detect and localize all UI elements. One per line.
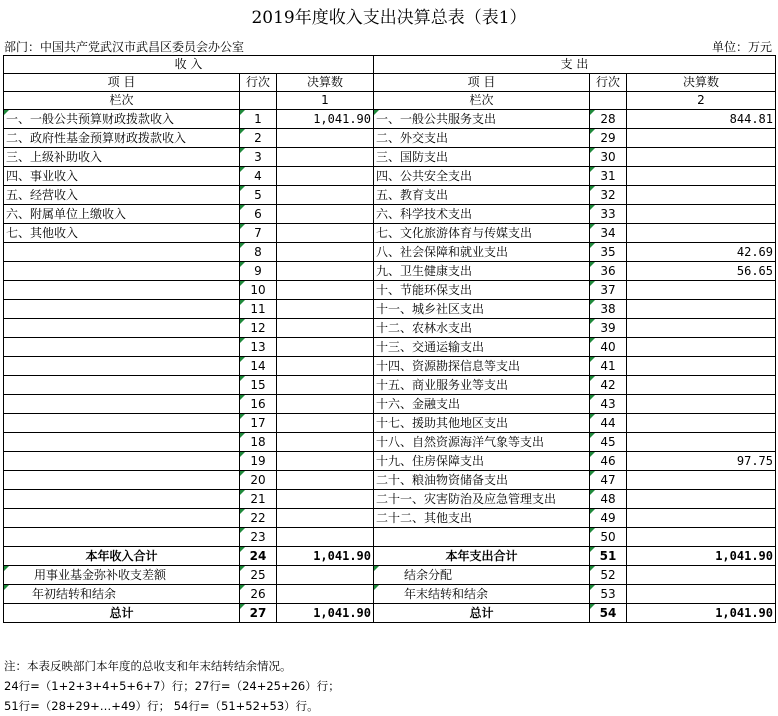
expense-rowno-cell: 45 — [590, 433, 627, 452]
expense-rowno-cell: 53 — [590, 585, 627, 604]
expense-amount-cell — [627, 319, 776, 338]
income-amount-cell — [277, 262, 374, 281]
income-item-cell: 六、附属单位上缴收入 — [4, 205, 240, 224]
income-item-cell — [4, 414, 240, 433]
expense-item-header: 项 目 — [374, 74, 590, 92]
expense-rowno-cell: 41 — [590, 357, 627, 376]
income-amount-cell — [277, 281, 374, 300]
expense-amount-cell — [627, 129, 776, 148]
table-row — [4, 490, 776, 509]
income-item-cell — [4, 433, 240, 452]
expense-item-cell: 十九、住房保障支出 — [374, 452, 590, 471]
expense-rowno-cell: 32 — [590, 186, 627, 205]
expense-item-cell: 四、公共安全支出 — [374, 167, 590, 186]
expense-item-cell: 十六、金融支出 — [374, 395, 590, 414]
income-item-cell — [4, 528, 240, 547]
expense-amount-cell — [627, 395, 776, 414]
income-rowno-cell: 7 — [240, 224, 277, 243]
table-row — [4, 129, 776, 148]
income-rowno-cell: 8 — [240, 243, 277, 262]
income-rowno-cell: 11 — [240, 300, 277, 319]
expense-item-cell: 十、节能环保支出 — [374, 281, 590, 300]
income-item-cell: 年初结转和结余 — [4, 585, 240, 604]
expense-amount-cell: 42.69 — [627, 243, 776, 262]
income-item-cell — [4, 509, 240, 528]
income-rowno-cell: 3 — [240, 148, 277, 167]
income-amount-cell: 1,041.90 — [277, 110, 374, 129]
expense-item-cell: 十二、农林水支出 — [374, 319, 590, 338]
expense-rowno-cell: 36 — [590, 262, 627, 281]
note-line: 51行=（28+29+…+49）行； 54行=（51+52+53）行。 — [4, 699, 319, 713]
income-item-cell — [4, 490, 240, 509]
income-item-cell: 七、其他收入 — [4, 224, 240, 243]
income-amount-cell — [277, 414, 374, 433]
income-amount-cell — [277, 186, 374, 205]
table-row — [4, 186, 776, 205]
income-amount-cell — [277, 357, 374, 376]
income-amount-cell — [277, 243, 374, 262]
income-item-cell — [4, 262, 240, 281]
expense-item-cell: 十四、资源勘探信息等支出 — [374, 357, 590, 376]
income-rowno-cell: 6 — [240, 205, 277, 224]
expense-rowno-cell: 48 — [590, 490, 627, 509]
income-rowno-cell: 19 — [240, 452, 277, 471]
expense-amount-cell — [627, 148, 776, 167]
income-rowno-cell: 22 — [240, 509, 277, 528]
income-rowno-cell: 18 — [240, 433, 277, 452]
expense-item-cell: 十八、自然资源海洋气象等支出 — [374, 433, 590, 452]
expense-amount-cell — [627, 281, 776, 300]
expense-item-cell: 二、外交支出 — [374, 129, 590, 148]
expense-amount-cell — [627, 205, 776, 224]
department-label: 部门：中国共产党武汉市武昌区委员会办公室 — [4, 40, 245, 54]
income-rowno-cell: 14 — [240, 357, 277, 376]
income-amount-cell — [277, 490, 374, 509]
income-amount-cell — [277, 205, 374, 224]
expense-amount-cell — [627, 490, 776, 509]
expense-item-cell: 十五、商业服务业等支出 — [374, 376, 590, 395]
expense-amount-cell: 1,041.90 — [627, 604, 776, 623]
expense-rowno-cell: 31 — [590, 167, 627, 186]
section-header-row — [4, 56, 776, 74]
income-rowno-cell: 5 — [240, 186, 277, 205]
expense-rowno-cell: 52 — [590, 566, 627, 585]
table-row — [4, 509, 776, 528]
expense-amount-cell — [627, 433, 776, 452]
expense-amount-cell — [627, 224, 776, 243]
expense-item-cell: 十七、援助其他地区支出 — [374, 414, 590, 433]
income-item-header: 项 目 — [4, 74, 240, 92]
expense-rowno-cell: 51 — [590, 547, 627, 566]
income-section-header: 收 入 — [4, 56, 374, 74]
income-item-cell — [4, 452, 240, 471]
expense-item-cell: 六、科学技术支出 — [374, 205, 590, 224]
income-item-cell: 三、上级补助收入 — [4, 148, 240, 167]
expense-amount-cell: 844.81 — [627, 110, 776, 129]
table-row — [4, 243, 776, 262]
income-item-cell — [4, 471, 240, 490]
expense-item-cell: 九、卫生健康支出 — [374, 262, 590, 281]
expense-rowno-cell: 29 — [590, 129, 627, 148]
table-row — [4, 414, 776, 433]
income-item-cell — [4, 395, 240, 414]
table-row — [4, 262, 776, 281]
table-row — [4, 338, 776, 357]
income-rowno-cell: 12 — [240, 319, 277, 338]
income-rowno-cell: 17 — [240, 414, 277, 433]
income-item-cell: 二、政府性基金预算财政拨款收入 — [4, 129, 240, 148]
expense-rowno-cell: 44 — [590, 414, 627, 433]
income-rowno-cell: 2 — [240, 129, 277, 148]
income-amount-cell — [277, 319, 374, 338]
expense-item-cell: 三、国防支出 — [374, 148, 590, 167]
expense-item-cell: 本年支出合计 — [374, 547, 590, 566]
expense-amount-cell — [627, 300, 776, 319]
income-amount-cell — [277, 585, 374, 604]
expense-rowno-cell: 50 — [590, 528, 627, 547]
income-item-cell — [4, 243, 240, 262]
expense-amount-cell — [627, 471, 776, 490]
income-amount-cell — [277, 566, 374, 585]
expense-rowno-cell: 28 — [590, 110, 627, 129]
table-row — [4, 376, 776, 395]
expense-item-cell: 二十、粮油物资储备支出 — [374, 471, 590, 490]
income-item-cell — [4, 319, 240, 338]
note-line: 注：本表反映部门本年度的总收支和年末结转结余情况。 — [4, 659, 292, 673]
income-rowno-cell: 1 — [240, 110, 277, 129]
expense-column-label: 栏次 — [374, 92, 590, 110]
income-rowno-cell: 26 — [240, 585, 277, 604]
expense-amount-cell — [627, 376, 776, 395]
table-row — [4, 528, 776, 547]
expense-item-cell: 结余分配 — [374, 566, 590, 585]
expense-rowno-cell: 49 — [590, 509, 627, 528]
income-rowno-cell: 4 — [240, 167, 277, 186]
expense-item-cell: 年末结转和结余 — [374, 585, 590, 604]
income-rowno-cell: 15 — [240, 376, 277, 395]
expense-rowno-cell: 38 — [590, 300, 627, 319]
expense-rowno-cell: 47 — [590, 471, 627, 490]
table-row — [4, 224, 776, 243]
income-rowno-cell: 25 — [240, 566, 277, 585]
expense-rowno-cell: 37 — [590, 281, 627, 300]
expense-amount-cell: 1,041.90 — [627, 547, 776, 566]
income-amount-cell — [277, 129, 374, 148]
expense-amount-cell — [627, 566, 776, 585]
expense-item-cell: 二十二、其他支出 — [374, 509, 590, 528]
expense-rowno-cell: 39 — [590, 319, 627, 338]
expense-rowno-cell: 35 — [590, 243, 627, 262]
table-row — [4, 167, 776, 186]
income-rowno-cell: 13 — [240, 338, 277, 357]
income-item-cell — [4, 357, 240, 376]
income-expense-table — [3, 55, 776, 623]
notes — [4, 656, 340, 716]
table-row — [4, 148, 776, 167]
income-rowno-cell: 23 — [240, 528, 277, 547]
expense-item-cell: 七、文化旅游体育与传媒支出 — [374, 224, 590, 243]
income-amount-cell — [277, 452, 374, 471]
expense-item-cell: 五、教育支出 — [374, 186, 590, 205]
note-line: 24行=（1+2+3+4+5+6+7）行；27行=（24+25+26）行； — [4, 679, 340, 693]
income-rowno-index — [240, 92, 277, 110]
income-amount-cell: 1,041.90 — [277, 547, 374, 566]
expense-item-cell: 一、一般公共服务支出 — [374, 110, 590, 129]
income-amount-index: 1 — [277, 92, 374, 110]
expense-rowno-cell: 33 — [590, 205, 627, 224]
table-row — [4, 452, 776, 471]
income-item-cell: 一、一般公共预算财政拨款收入 — [4, 110, 240, 129]
expense-amount-cell — [627, 338, 776, 357]
total-row — [4, 604, 776, 623]
expense-item-cell: 十一、城乡社区支出 — [374, 300, 590, 319]
table-row — [4, 433, 776, 452]
income-amount-cell — [277, 224, 374, 243]
expense-rowno-cell: 40 — [590, 338, 627, 357]
income-item-cell — [4, 281, 240, 300]
expense-item-cell: 总计 — [374, 604, 590, 623]
income-item-cell: 总计 — [4, 604, 240, 623]
expense-rowno-cell: 34 — [590, 224, 627, 243]
income-amount-header: 决算数 — [277, 74, 374, 92]
expense-amount-cell — [627, 167, 776, 186]
total-row — [4, 566, 776, 585]
expense-rowno-cell: 43 — [590, 395, 627, 414]
expense-amount-cell — [627, 414, 776, 433]
income-item-cell — [4, 376, 240, 395]
column-index-row — [4, 92, 776, 110]
income-rowno-cell: 16 — [240, 395, 277, 414]
expense-item-cell — [374, 528, 590, 547]
income-amount-cell — [277, 509, 374, 528]
income-amount-cell — [277, 395, 374, 414]
expense-amount-cell — [627, 585, 776, 604]
income-amount-cell — [277, 433, 374, 452]
expense-rowno-cell: 30 — [590, 148, 627, 167]
expense-rowno-cell: 54 — [590, 604, 627, 623]
income-rowno-cell: 27 — [240, 604, 277, 623]
income-rowno-cell: 20 — [240, 471, 277, 490]
income-rowno-cell: 24 — [240, 547, 277, 566]
table-row — [4, 471, 776, 490]
income-amount-cell — [277, 376, 374, 395]
table-row — [4, 110, 776, 129]
income-item-cell: 用事业基金弥补收支差额 — [4, 566, 240, 585]
income-rowno-header: 行次 — [240, 74, 277, 92]
table-row — [4, 395, 776, 414]
expense-amount-index: 2 — [627, 92, 776, 110]
income-amount-cell — [277, 471, 374, 490]
income-amount-cell — [277, 167, 374, 186]
expense-item-cell: 十三、交通运输支出 — [374, 338, 590, 357]
income-amount-cell — [277, 338, 374, 357]
column-header-row — [4, 74, 776, 92]
expense-section-header: 支 出 — [374, 56, 776, 74]
income-item-cell — [4, 338, 240, 357]
table-row — [4, 319, 776, 338]
income-rowno-cell: 21 — [240, 490, 277, 509]
income-item-cell: 五、经营收入 — [4, 186, 240, 205]
total-row — [4, 585, 776, 604]
expense-rowno-cell: 42 — [590, 376, 627, 395]
total-row — [4, 547, 776, 566]
expense-rowno-cell: 46 — [590, 452, 627, 471]
income-amount-cell — [277, 148, 374, 167]
income-amount-cell — [277, 528, 374, 547]
expense-amount-header: 决算数 — [627, 74, 776, 92]
income-rowno-cell: 9 — [240, 262, 277, 281]
expense-amount-cell — [627, 528, 776, 547]
income-item-cell — [4, 300, 240, 319]
expense-rowno-header: 行次 — [590, 74, 627, 92]
table-row — [4, 281, 776, 300]
expense-amount-cell — [627, 509, 776, 528]
income-item-cell: 本年收入合计 — [4, 547, 240, 566]
expense-item-cell: 二十一、灾害防治及应急管理支出 — [374, 490, 590, 509]
income-amount-cell — [277, 300, 374, 319]
report-title: 2019年度收入支出决算总表（表1） — [251, 8, 527, 28]
expense-amount-cell — [627, 357, 776, 376]
expense-item-cell: 八、社会保障和就业支出 — [374, 243, 590, 262]
table-row — [4, 357, 776, 376]
table-row — [4, 300, 776, 319]
income-column-label: 栏次 — [4, 92, 240, 110]
income-amount-cell: 1,041.90 — [277, 604, 374, 623]
income-rowno-cell: 10 — [240, 281, 277, 300]
expense-amount-cell: 56.65 — [627, 262, 776, 281]
expense-rowno-index — [590, 92, 627, 110]
unit-label: 单位：万元 — [711, 40, 772, 54]
table-row — [4, 205, 776, 224]
income-item-cell: 四、事业收入 — [4, 167, 240, 186]
expense-amount-cell — [627, 186, 776, 205]
expense-amount-cell: 97.75 — [627, 452, 776, 471]
